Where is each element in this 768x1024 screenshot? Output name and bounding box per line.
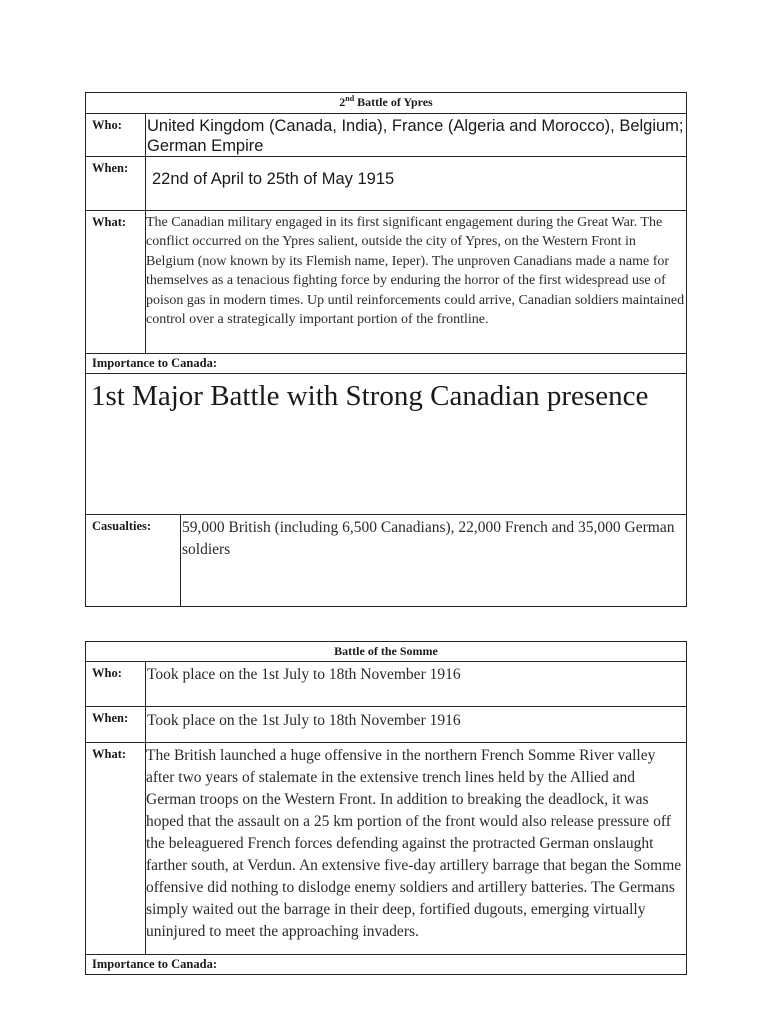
ypres-casualties-value: 59,000 British (including 6,500 Canadians), 22,000 French and 35,000 German soldiers bbox=[181, 515, 687, 607]
somme-table bbox=[85, 641, 687, 975]
somme-what-value: The British launched a huge offensive in the northern French Somme River valley after two years of stalemate in the extensive trench lines held by the Allied and German troops on the Western Front. In addition to breaking the deadlock, it was hoped that the assault on a 25 km portion of the front would also release pressure off the beleaguered French forces defending against the protracted German onslaught farther south, at Verdun. An extensive five-day artillery barrage that began the Somme offensive did nothing to dislodge enemy soldiers and artillery batteries. The Germans simply waited out the barrage in their deep, fortified dugouts, emerging virtually uninjured to meet the approaching invaders. bbox=[146, 743, 687, 955]
somme-what-label: What: bbox=[86, 743, 146, 955]
ypres-importance-value: 1st Major Battle with Strong Canadian presence bbox=[86, 374, 687, 515]
ypres-what-label: What: bbox=[86, 211, 146, 354]
somme-who-value: Took place on the 1st July to 18th November 1916 bbox=[146, 662, 687, 707]
ypres-table bbox=[85, 92, 687, 607]
somme-title: Battle of the Somme bbox=[86, 642, 687, 662]
somme-when-value: Took place on the 1st July to 18th November 1916 bbox=[146, 707, 687, 743]
ypres-when-value: 22nd of April to 25th of May 1915 bbox=[146, 157, 687, 211]
ypres-when-label: When: bbox=[86, 157, 146, 211]
ypres-casualties-label: Casualties: bbox=[86, 515, 181, 607]
ypres-what-value: The Canadian military engaged in its first significant engagement during the Great War. The conflict occurred on the Ypres salient, outside the city of Ypres, on the Western Front in Belgium (now known by its Flemish name, Ieper). The unproven Canadians made a name for themselves as a tenacious fighting force by enduring the horror of the first widespread use of poison gas in modern times. Up until reinforcements could arrive, Canadian soldiers maintained control over a strategically important portion of the frontline. bbox=[146, 211, 687, 354]
ypres-title: 2nd Battle of Ypres bbox=[86, 93, 687, 114]
somme-who-label: Who: bbox=[86, 662, 146, 707]
ypres-who-label: Who: bbox=[86, 114, 146, 157]
somme-importance-label: Importance to Canada: bbox=[86, 955, 687, 975]
somme-when-label: When: bbox=[86, 707, 146, 743]
ypres-importance-label: Importance to Canada: bbox=[86, 354, 687, 374]
ypres-who-value: United Kingdom (Canada, India), France (Algeria and Morocco), Belgium; German Empire bbox=[146, 114, 687, 157]
